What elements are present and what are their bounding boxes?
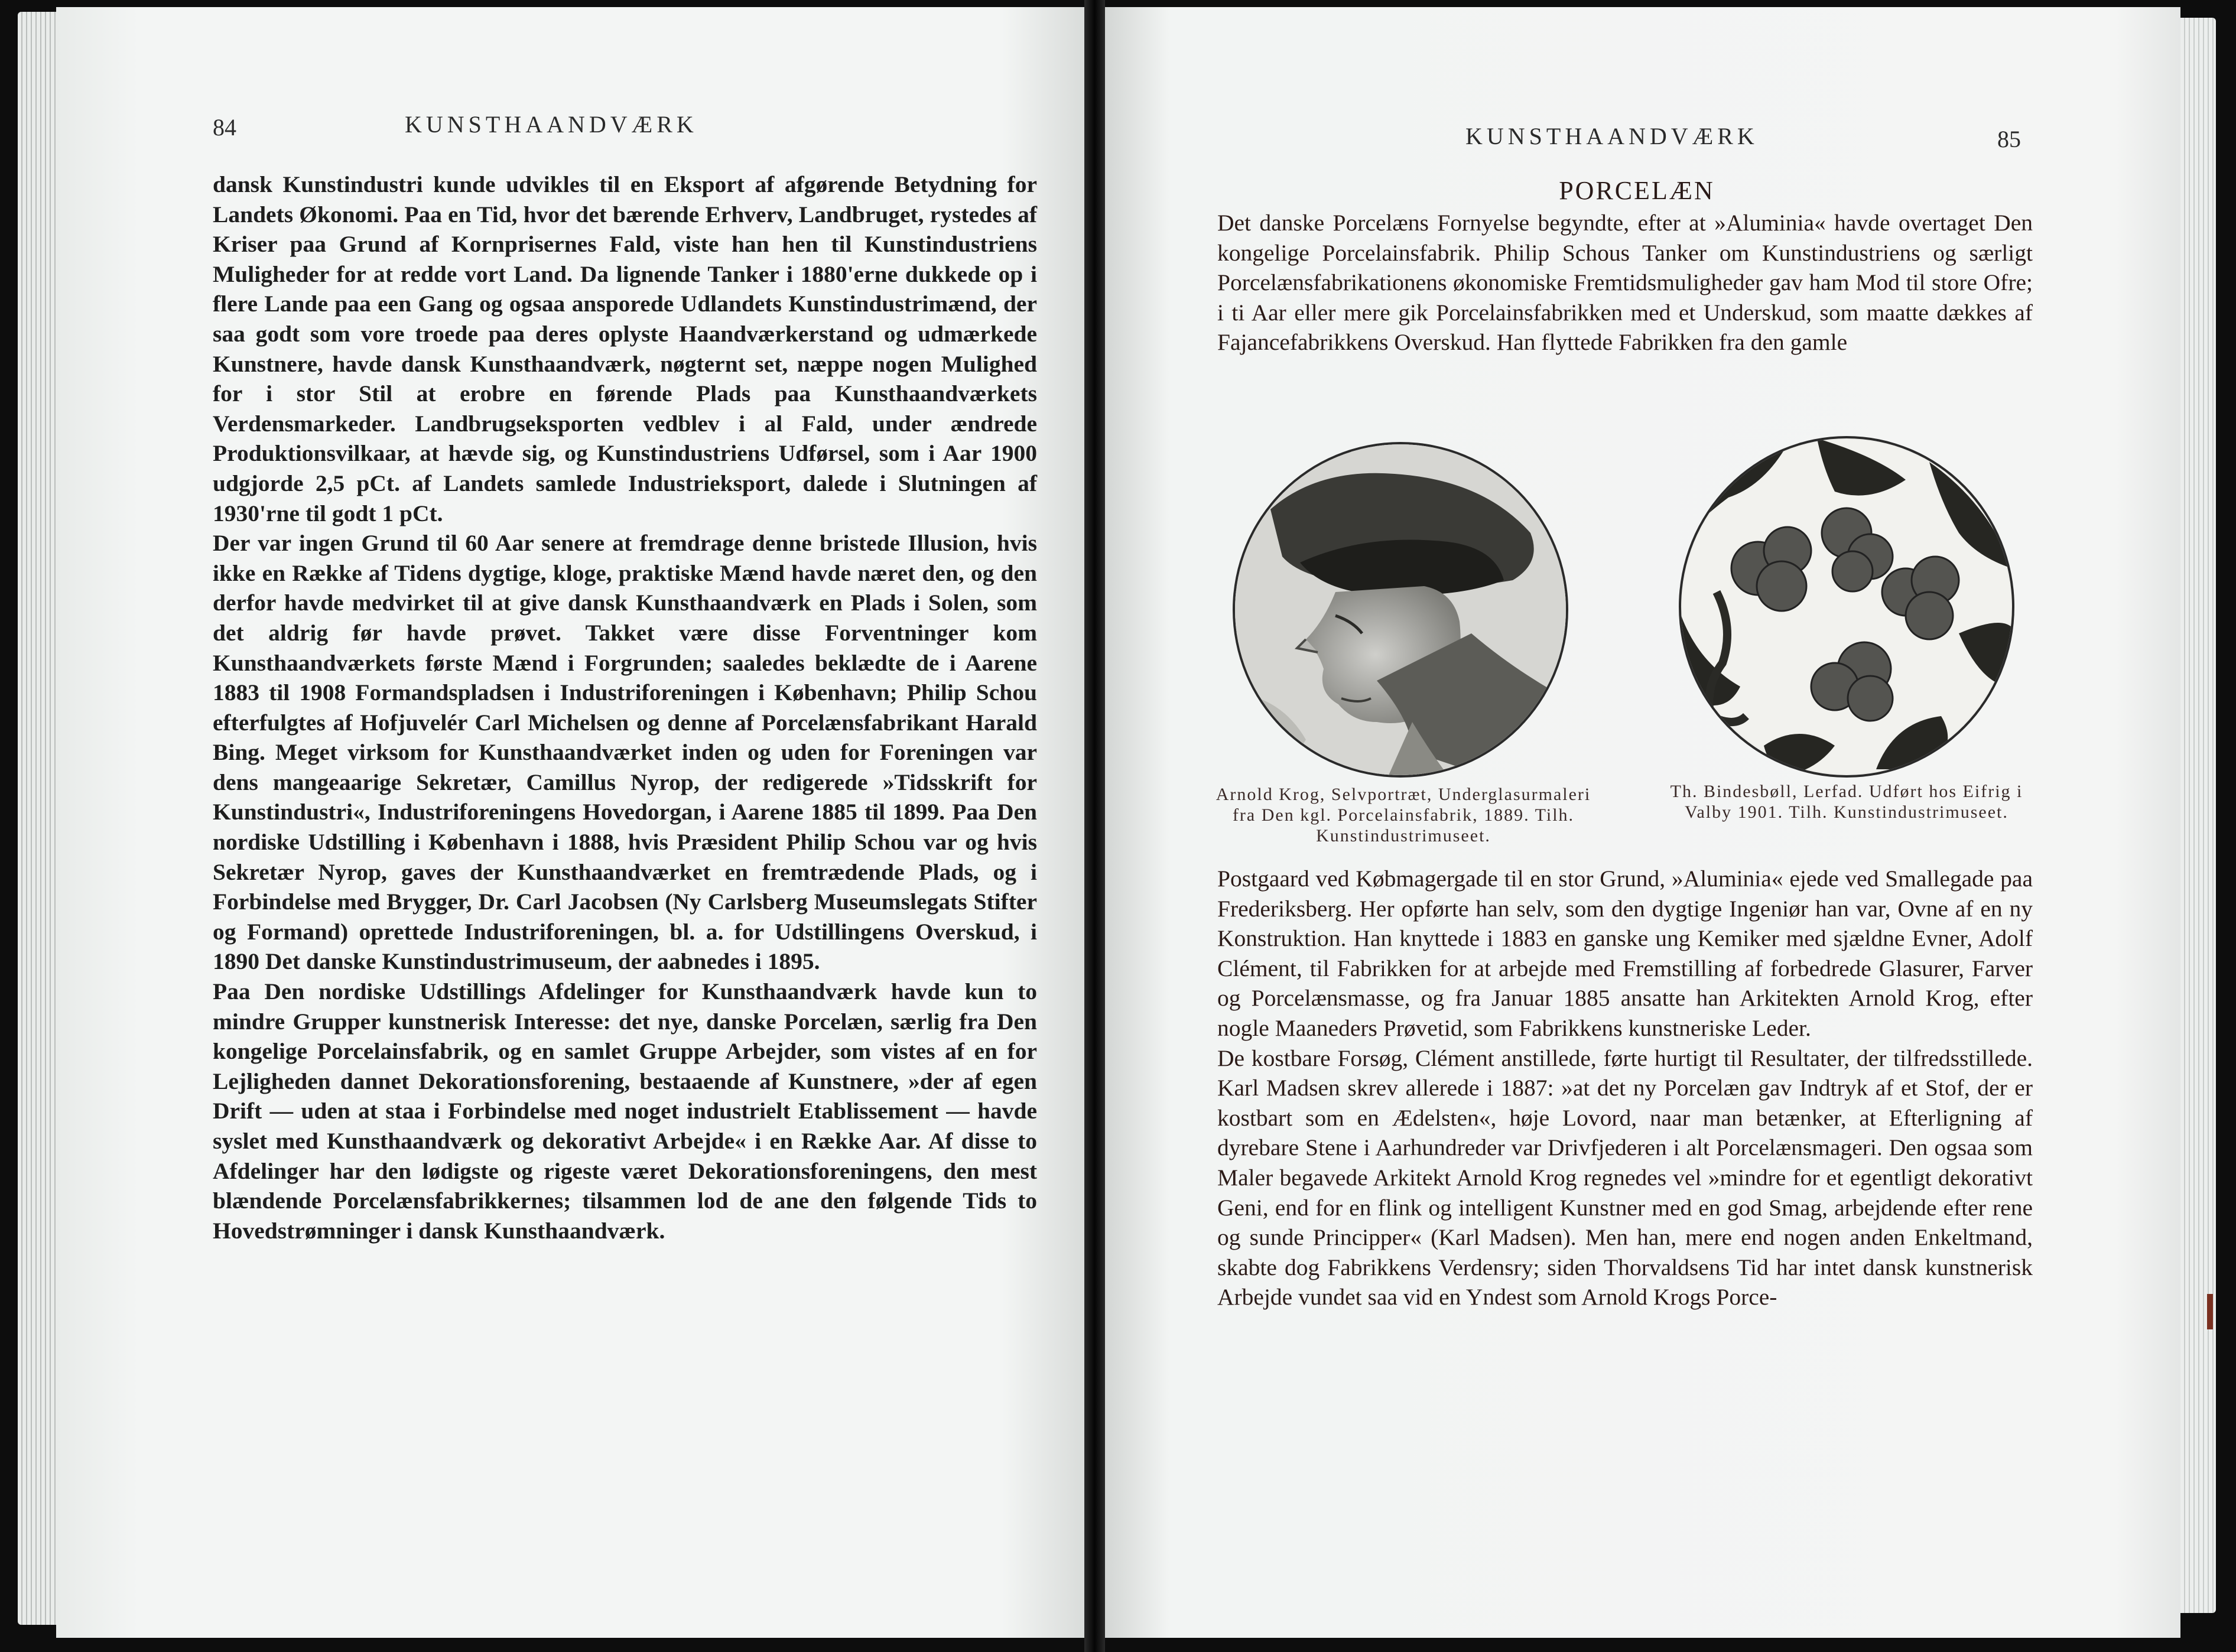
right-paragraph-2: De kostbare Forsøg, Clément anstillede, førte hurtigt til Resultater, der tilfredsstillede. Karl Madsen skrev allerede i 1887: »at det ny Porcelæn gav Indtryk af et Stof, der er kostbart som en Ædelsten«, høje Lovord, naar man betænker, at Efterligning af dyrebare Stene i Aarhundreder var Drivfjederen i alt Porcelænsmageri. Den ogsaa som Maler begavede Arkitekt Arnold Krog regnedes vel »mindre for et egentligt dekorativt Geni, end for en flink og intelligent Kunstner med en god Smag, arbejdende efter rene og sunde Principper« (Karl Madsen). Men han, mere end nogen anden Enkeltmand, skabte dog Fabrikkens Verdensry; siden Thorvaldsens Tid har intet dansk kunstnerisk Arbejde vundet saa vid en Yndest som Arnold Krogs Porce- xyxy=(1217,1045,2033,1310)
right-intro-paragraph: Det danske Porcelæns Fornyelse begyndte, efter at »Aluminia« havde overtaget Den kongelige Porcelainsfabrik. Philip Schous Tanker om Kunstindustriens og særligt Porcelænsfabrikationens økonomiske Fremtidsmuligheder gav ham Mod til store Ofre; i ti Aar eller mere gik Porcelainsfabrikken med et Underskud, som maatte dækkes af Fajancefabrikkens Overskud. Han flyttede Fabrikken fra den gamle xyxy=(1217,210,2033,356)
right-page-edges xyxy=(2175,18,2216,1613)
left-page-edges xyxy=(18,12,59,1625)
left-paragraph-2: Der var ingen Grund til 60 Aar senere at fremdrage denne bristede Illusion, hvis ikke en Række af Tidens dygtige, kloge, praktiske Mænd havde næret den, og den derfor havde medvirket til at give dansk Kunsthaandværk en Plads i Solen, som det aldrig før havde prøvet. Takket være disse Forventninger kom Kunsthaandværkets første Mænd i Forgrunden; saaledes beklædte de i Aarene 1883 til 1908 Formandspladsen i Industriforeningen i København; Philip Schou efterfulgtes af Hofjuvelér Carl Michelsen og denne af Porcelænsfabrikant Harald Bing. Meget virksom for Kunsthaandværket inden og uden for Foreningen var dens mangeaarige Sekretær, Camillus Nyrop, der redigerede »Tidsskrift for Kunstindustri«, Industriforeningens Hovedorgan, i Aarene 1885 til 1899. Paa Den nordiske Udstilling i København i 1888, hvis Præsident Philip Schou var og hvis Sekretær Nyrop, gaves der Kunsthaandværket en fremtrædende Plads, og i Forbindelse med Brygger, Dr. Carl Jacobsen (Ny Carlsberg Museumslegats Stifter og Formand) oprettede Industriforeningen, bl. a. for Udstillingens Overskud, i 1890 Det danske Kunstindustrimuseum, der aabnedes i 1895. xyxy=(213,530,1037,975)
bindesboll-dish-figure xyxy=(1681,438,2012,775)
left-running-head: KUNSTHAANDVÆRK xyxy=(405,111,698,138)
left-body-text xyxy=(213,170,1037,1245)
bindesboll-dish-caption: Th. Bindesbøll, Lerfad. Udført hos Eifrig i Valby 1901. Tilh. Kunstindustrimuseet. xyxy=(1670,782,2023,822)
right-body-text xyxy=(1217,864,2033,1312)
left-paragraph-1: dansk Kunstindustri kunde udvikles til en Eksport af afgørende Betydning for Landets Økonomi. Paa en Tid, hvor det bærende Erhverv, Landbruget, rystedes af Kriser paa Grund af Kornprisernes Fald, viste han hen til Kunstindustriens Muligheder for at redde vort Land. Da lignende Tanker i 1880'erne dukkede op i flere Lande paa een Gang og ogsaa ansporede Udlandets Kunstindustrimænd, der saa godt som vore troede paa deres oplyste Haandværkerstand og udmærkede Kunstnere, havde dansk Kunsthaandværk, nøgternt set, næppe nogen Mulighed for i stor Stil at erobre en førende Plads paa Kunsthaandværkets Verdensmarkeder. Landbrugseksporten vedblev i al Fald, under ændrede Produktionsvilkaar, at hævde sig, og Kunstindustriens Udførsel, som i Aar 1900 udgjorde 2,5 pCt. af Landets samlede Industrieksport, dalede i Slutningen af 1930'rne til godt 1 pCt. xyxy=(213,171,1037,526)
right-paragraph-1: Postgaard ved Købmagergade til en stor Grund, »Aluminia« ejede ved Smallegade paa Frederiksberg. Her opførte han selv, som den dygtige Ingeniør han var, Ovne af en ny Konstruktion. Han knyttede i 1883 en ganske ung Kemiker med sjældne Evner, Adolf Clément, til Fabrikken for at arbejde med Fremstilling af forbedrede Glasurer, Farver og Porcelænsmasse, og fra Januar 1885 ansatte han Arkitekten Arnold Krog, efter nogle Maaneders Prøvetid, som Fabrikkens kunstneriske Leder. xyxy=(1217,866,2033,1041)
right-page xyxy=(1105,7,2180,1638)
section-heading: PORCELÆN xyxy=(1559,176,1715,205)
left-page-number: 84 xyxy=(213,114,236,141)
page-edge-mark xyxy=(2207,1294,2213,1329)
portrait-plate-illustration xyxy=(1235,444,1566,775)
right-intro-text xyxy=(1217,208,2033,357)
portrait-plate-caption: Arnold Krog, Selvportræt, Underglasurmaleri fra Den kgl. Porcelainsfabrik, 1889. Tilh. Kunstindustrimuseet. xyxy=(1216,785,1591,845)
portrait-plate-figure xyxy=(1235,444,1566,775)
book-gutter xyxy=(1084,0,1105,1652)
left-paragraph-3: Paa Den nordiske Udstillings Afdelinger for Kunsthaandværk havde kun to mindre Grupper kunstnerisk Interesse: det nye, danske Porcelæn, særlig fra Den kongelige Porcelainsfabrik, og en samlet Gruppe Arbejder, som vistes af en for Lejligheden dannet Dekorationsforening, bestaaende af Kunstnere, »der af egen Drift — uden at staa i Forbindelse med noget industrielt Etablissement — havde syslet med Kunsthaandværk og dekorativt Arbejde« i en Række Aar. Af disse to Afdelinger har den lødigste og rigeste været Dekorationsforeningens, den mest blændende Porcelænsfabrikkernes; tilsammen lod de ane den følgende Tids to Hovedstrømninger i dansk Kunsthaandværk. xyxy=(213,978,1037,1244)
bindesboll-dish-illustration xyxy=(1681,438,2012,775)
right-page-number: 85 xyxy=(1997,126,2021,152)
right-running-head: KUNSTHAANDVÆRK xyxy=(1465,123,1759,149)
left-page xyxy=(56,7,1084,1638)
